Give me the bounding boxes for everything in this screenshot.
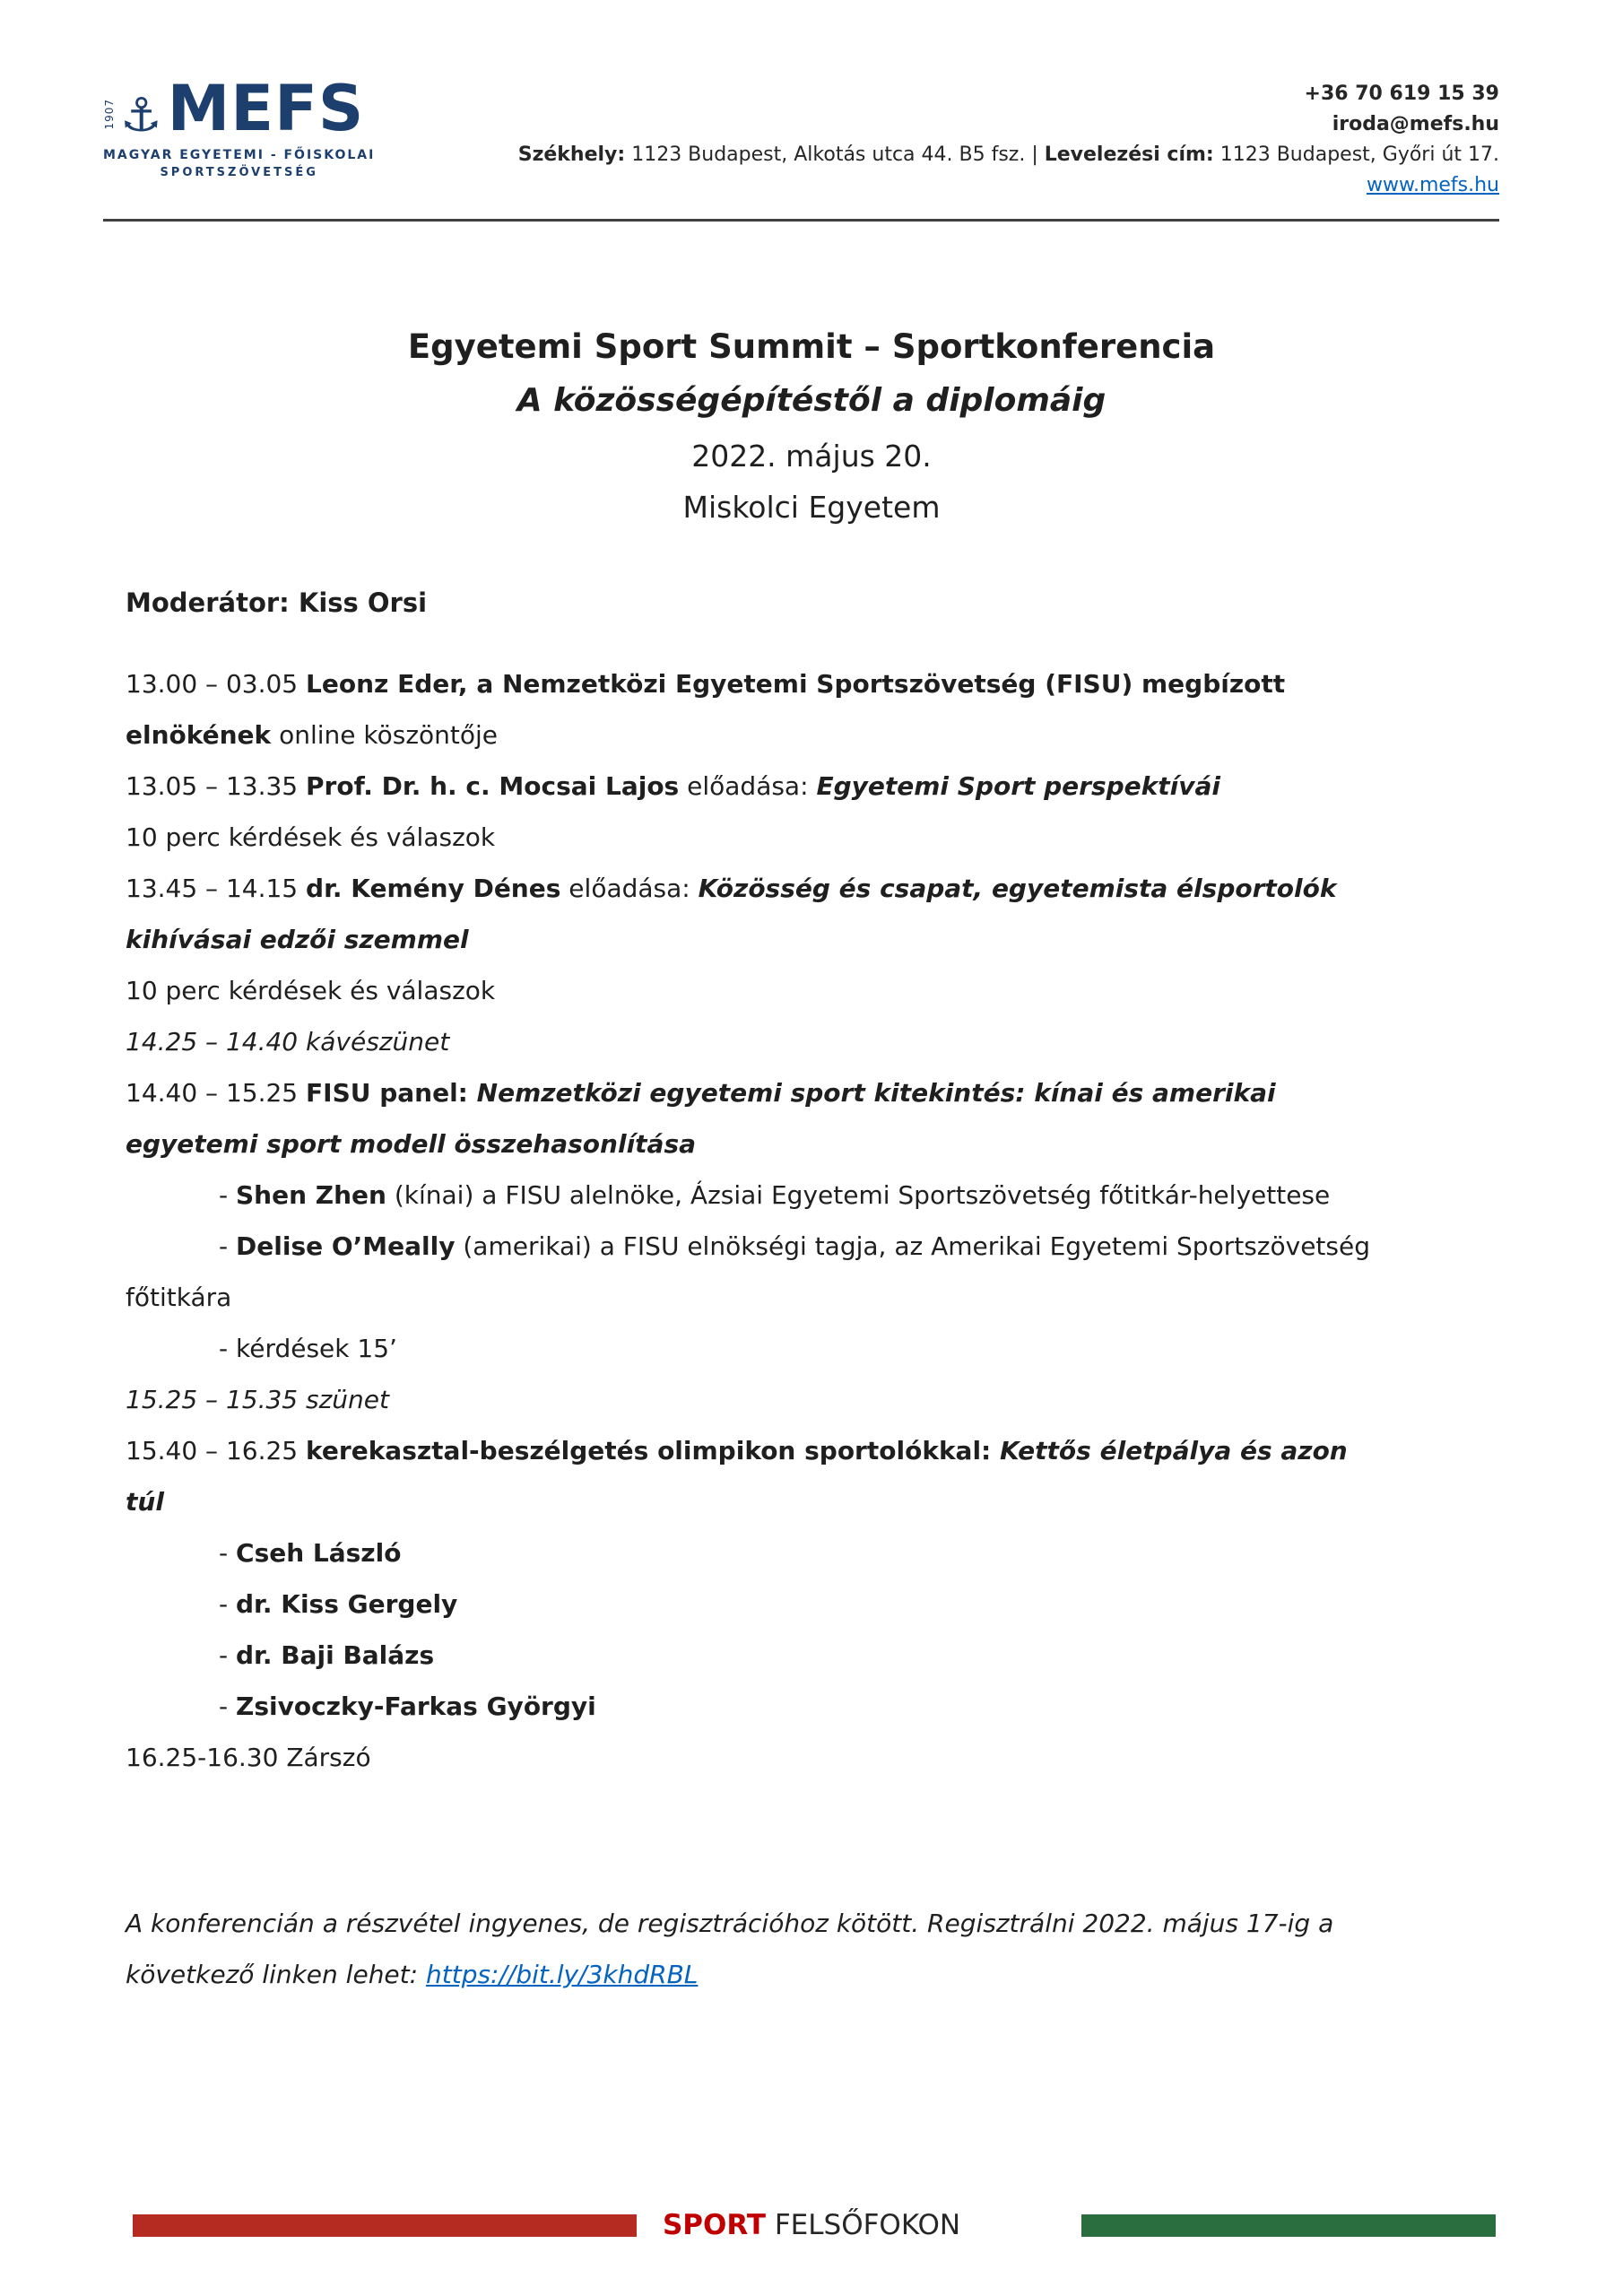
text-segment: Kettős életpálya és azon [1000, 1436, 1348, 1465]
text-segment: dr. Kiss Gergely [236, 1589, 458, 1619]
text-segment: online köszöntője [271, 720, 499, 750]
event-venue: Miskolci Egyetem [682, 490, 941, 525]
program-line [126, 709, 1497, 761]
text-segment: Prof. Dr. h. c. Mocsai Lajos [306, 771, 680, 801]
text-segment: Delise O’Meally [236, 1231, 456, 1261]
program-line [126, 1681, 1497, 1732]
program-line [126, 1323, 1497, 1374]
program-line [126, 965, 1497, 1016]
text-segment: kihívásai edzői szemmel [126, 925, 469, 954]
text-segment: 14.25 – 14.40 kávészünet [126, 1027, 450, 1057]
website-link[interactable]: www.mefs.hu [1366, 174, 1499, 196]
anchor-icon: ⚓ [120, 88, 162, 143]
document-body [0, 587, 1623, 2000]
logo-subline-2: SPORTSZÖVETSÉG [160, 165, 318, 179]
text-segment: A konferencián a részvétel ingyenes, de regisztrációhoz kötött. Regisztrálni 2022. május 17-ig a [126, 1909, 1334, 1938]
registration-line [126, 1949, 1497, 2000]
page-footer [0, 2208, 1623, 2244]
program-line [126, 1118, 1497, 1170]
program-line [126, 761, 1497, 812]
program-line [126, 658, 1497, 709]
address-seat: 1123 Budapest, Alkotás utca 44. B5 fsz. | [625, 144, 1045, 166]
text-segment: dr. Baji Balázs [236, 1640, 435, 1670]
text-segment: kerekasztal-beszélgetés olimpikon sportolókkal: [306, 1436, 1000, 1465]
text-segment: 10 perc kérdések és válaszok [126, 822, 496, 852]
moderator-line: Moderátor: Kiss Orsi [126, 587, 428, 618]
slogan-sport: SPORT [662, 2209, 766, 2241]
text-segment: - [219, 1640, 237, 1670]
text-segment: Cseh László [236, 1538, 402, 1568]
program-line [126, 914, 1497, 965]
text-segment: túl [126, 1487, 164, 1517]
text-segment: 15.25 – 15.35 szünet [126, 1385, 389, 1414]
header-divider [103, 219, 1499, 222]
program-line [126, 1067, 1497, 1118]
logo-top-row [103, 72, 375, 145]
text-segment: - [219, 1538, 237, 1568]
text-segment: 13.05 – 13.35 [126, 771, 307, 801]
contact-address-line [518, 140, 1499, 170]
document-title: Egyetemi Sport Summit – Sportkonferencia [407, 327, 1216, 366]
logo-brand: MEFS [167, 72, 365, 145]
text-segment: 15.40 – 16.25 [126, 1436, 307, 1465]
address-label-mailing: Levelezési cím: [1044, 144, 1214, 166]
text-segment: (kínai) a FISU alelnöke, Ázsiai Egyetemi Sportszövetség főtitkár-helyettese [386, 1180, 1331, 1210]
text-segment: 13.45 – 14.15 [126, 874, 307, 903]
program-list [126, 658, 1497, 1783]
letterhead [0, 0, 1623, 201]
address-mailing: 1123 Budapest, Győri út 17. [1213, 144, 1499, 166]
footer-slogan [0, 2208, 1623, 2242]
program-line [126, 1527, 1497, 1578]
text-segment: Nemzetközi egyetemi sport kitekintés: kínai és amerikai [476, 1078, 1276, 1108]
program-line [126, 1476, 1497, 1527]
program-line [126, 863, 1497, 914]
registration-paragraph [126, 1898, 1497, 2000]
registration-link[interactable]: https://bit.ly/3khdRBL [425, 1960, 699, 1989]
program-line [126, 1016, 1497, 1067]
slogan-felsofokon: FELSŐFOKON [765, 2209, 961, 2241]
contact-block [518, 79, 1499, 201]
program-line [126, 812, 1497, 863]
text-segment: - [219, 1180, 237, 1210]
text-segment: egyetemi sport modell összehasonlítása [126, 1129, 697, 1159]
registration-line [126, 1898, 1497, 1949]
contact-phone: +36 70 619 15 39 [1304, 83, 1499, 105]
text-segment: főtitkára [126, 1283, 232, 1312]
program-line [126, 1425, 1497, 1476]
program-line [126, 1221, 1497, 1272]
contact-email: iroda@mefs.hu [1332, 113, 1499, 135]
logo-subline-1: MAGYAR EGYETEMI - FŐISKOLAI [103, 147, 376, 162]
text-segment: (amerikai) a FISU elnökségi tagja, az Amerikai Egyetemi Sportszövetség [455, 1231, 1370, 1261]
text-segment: következő linken lehet: [126, 1960, 426, 1989]
contact-website-line [518, 170, 1499, 201]
text-segment: - [219, 1589, 237, 1619]
text-segment: Közösség és csapat, egyetemista élsportolók [698, 874, 1337, 903]
text-segment: - [219, 1692, 237, 1721]
text-segment: Leonz Eder, a Nemzetközi Egyetemi Sportszövetség (FISU) megbízott [306, 669, 1286, 699]
text-segment: Egyetemi Sport perspektívái [816, 771, 1221, 801]
event-date: 2022. május 20. [691, 439, 932, 474]
address-label-seat: Székhely: [517, 144, 626, 166]
text-segment: 16.25-16.30 Zárszó [126, 1743, 371, 1772]
text-segment: elnökének [126, 720, 272, 750]
program-line [126, 1630, 1497, 1681]
program-line [126, 1170, 1497, 1221]
text-segment: 14.40 – 15.25 [126, 1078, 307, 1108]
text-segment: Zsivoczky-Farkas Györgyi [236, 1692, 596, 1721]
text-segment: - [219, 1231, 237, 1261]
text-segment: - kérdések 15’ [219, 1334, 397, 1363]
program-line [126, 1272, 1497, 1323]
text-segment: 13.00 – 03.05 [126, 669, 307, 699]
program-line [126, 1732, 1497, 1783]
program-line [126, 1374, 1497, 1425]
text-segment: FISU panel: [306, 1078, 477, 1108]
mefs-logo [103, 72, 376, 179]
program-line [126, 1578, 1497, 1630]
text-segment: előadása: [679, 771, 817, 801]
title-block [0, 327, 1623, 525]
text-segment: Shen Zhen [236, 1180, 386, 1210]
logo-year: 1907 [103, 98, 116, 130]
text-segment: dr. Kemény Dénes [306, 874, 561, 903]
text-segment: 10 perc kérdések és válaszok [126, 976, 496, 1005]
text-segment: előadása: [560, 874, 699, 903]
document-subtitle: A közösségépítéstől a diplomáig [516, 382, 1107, 419]
